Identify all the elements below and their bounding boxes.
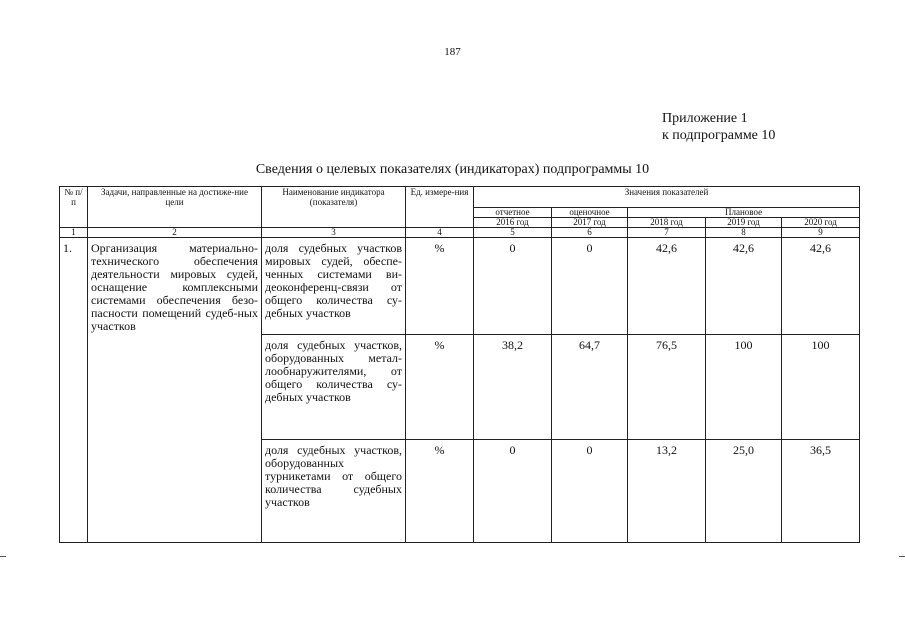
header-indicator: Наименование индикатора (показателя) — [262, 187, 406, 228]
value-2016: 0 — [474, 238, 552, 335]
header-year-2017: 2017 год — [552, 218, 628, 228]
header-values: Значения показателей — [474, 187, 860, 208]
col-number: 2 — [88, 228, 262, 238]
header-task: Задачи, направленные на достиже-ние цели — [88, 187, 262, 228]
value-2020: 36,5 — [782, 440, 860, 543]
value-2019: 25,0 — [706, 440, 782, 543]
task-description: Организация материально-технического обеспечения деятельности мировых судей, оснащение комплексными системами обеспечения безо-пасности помещений судеб-ных участков — [88, 238, 262, 543]
row-number: 1. — [60, 238, 88, 543]
header-reported: отчетное — [474, 208, 552, 218]
indicator-name: доля судебных участков мировых судей, обеспе-ченных системами ви-деоконференц-связи от общего количества су-дебных участков — [262, 238, 406, 335]
header-year-2019: 2019 год — [706, 218, 782, 228]
header-year-2018: 2018 год — [628, 218, 706, 228]
value-2020: 42,6 — [782, 238, 860, 335]
value-2017: 64,7 — [552, 335, 628, 440]
value-2019: 42,6 — [706, 238, 782, 335]
col-number: 4 — [406, 228, 474, 238]
appendix-line-2: к подпрограмме 10 — [662, 128, 776, 143]
value-2016: 38,2 — [474, 335, 552, 440]
unit-cell: % — [406, 440, 474, 543]
col-number: 8 — [706, 228, 782, 238]
appendix-note — [662, 110, 775, 144]
col-number: 3 — [262, 228, 406, 238]
value-2017: 0 — [552, 238, 628, 335]
unit-cell: % — [406, 335, 474, 440]
value-2018: 42,6 — [628, 238, 706, 335]
unit-cell: % — [406, 238, 474, 335]
table-row — [60, 238, 860, 335]
indicator-name: доля судебных участков, оборудованных турникетами от общего количества судебных участков — [262, 440, 406, 543]
value-2020: 100 — [782, 335, 860, 440]
document-title: Сведения о целевых показателях (индикаторах) подпрограммы 10 — [255, 162, 650, 177]
value-2016: 0 — [474, 440, 552, 543]
col-number: 7 — [628, 228, 706, 238]
header-unit: Ед. измере-ния — [406, 187, 474, 228]
indicators-table — [59, 186, 860, 543]
value-2017: 0 — [552, 440, 628, 543]
col-number: 5 — [474, 228, 552, 238]
header-year-2016: 2016 год — [474, 218, 552, 228]
col-number: 9 — [782, 228, 860, 238]
value-2019: 100 — [706, 335, 782, 440]
value-2018: 13,2 — [628, 440, 706, 543]
value-2018: 76,5 — [628, 335, 706, 440]
header-estimated: оценочное — [552, 208, 628, 218]
column-numbers-row — [60, 228, 860, 238]
indicator-name: доля судебных участков, оборудованных метал-лообнаружителями, от общего количества су-дебных участков — [262, 335, 406, 440]
left-margin-mark — [0, 556, 6, 557]
header-num: № п/п — [60, 187, 88, 228]
header-year-2020: 2020 год — [782, 218, 860, 228]
header-row-1 — [60, 187, 860, 208]
right-margin-mark — [899, 556, 905, 557]
col-number: 1 — [60, 228, 88, 238]
page-number: 187 — [444, 46, 461, 58]
appendix-line-1: Приложение 1 — [662, 111, 748, 126]
header-planned: Плановое — [628, 208, 860, 218]
col-number: 6 — [552, 228, 628, 238]
